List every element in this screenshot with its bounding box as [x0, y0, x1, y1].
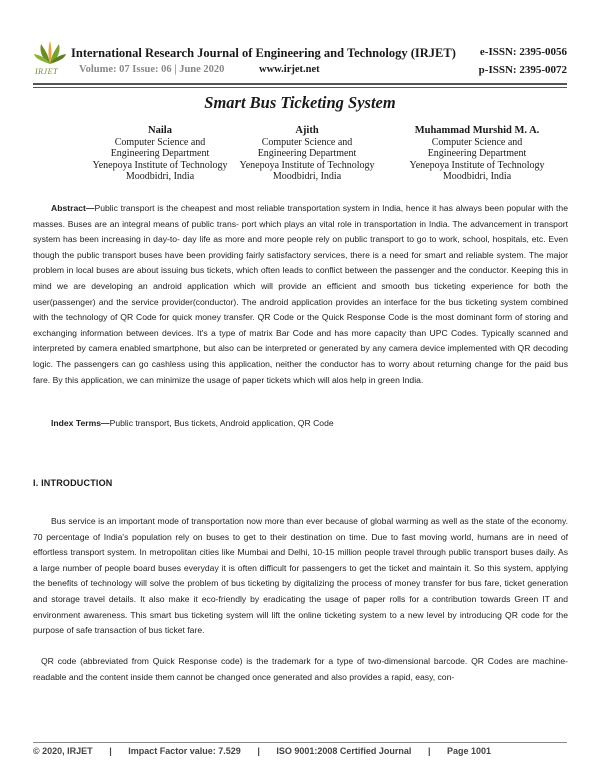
section-heading: I. INTRODUCTION — [33, 478, 113, 488]
author-block — [392, 125, 562, 183]
author-institution: Yenepoya Institute of Technology — [409, 159, 545, 171]
abstract-label: Abstract— — [51, 203, 95, 213]
header-rule-thin — [33, 87, 567, 88]
author-block — [75, 125, 245, 183]
paper-title: Smart Bus Ticketing System — [204, 93, 396, 112]
logo-text: IRJET — [35, 67, 58, 76]
footer-copyright: © 2020, IRJET — [33, 746, 93, 756]
author-location: Moodbidri, India — [125, 171, 195, 182]
author-name: Ajith — [295, 125, 319, 136]
index-terms-text: Public transport, Bus tickets, Android application, QR Code — [109, 418, 334, 428]
footer-separator: | — [257, 746, 260, 756]
e-issn: e-ISSN: 2395-0056 — [479, 46, 567, 58]
body-paragraph: Bus service is an important mode of transportation now more than ever because of global warming as well as the state of the economy. 70 percentage of India's population rely on buses to get to their destination on time. Due to fast moving world, humans are in need of effortless transport system. In metropolitan cities like Mumbai and Delhi, 10-15 million people travel through public transport buses daily. As a large number of people board buses everyday it is often difficult for passengers to get the ticket and maintain it. So this system, applying the benefits of technology will solve the problem of bus ticketing by digitalizing the process of money transfer for bus fare, ticket generation and storage travel details. It also make it eco-friendly by eradicating the usage of paper rolls for a contribution towards Green IT and environment awareness. This smart bus ticketing system will lift the online ticketing system to a new level by introducing QR code for the purpose of safe transaction of bus ticket fare. — [33, 516, 568, 636]
author-institution: Yenepoya Institute of Technology — [239, 159, 375, 171]
author-name: Muhammad Murshid M. A. — [414, 125, 540, 136]
website-link[interactable]: www.irjet.net — [259, 64, 320, 75]
author-dept: Engineering Department — [427, 148, 527, 159]
index-terms-label: Index Terms— — [51, 418, 110, 428]
volume-issue: Volume: 07 Issue: 06 | June 2020 — [79, 64, 225, 75]
journal-header — [33, 40, 567, 80]
header-rule — [33, 83, 567, 85]
p-issn: p-ISSN: 2395-0072 — [478, 64, 567, 76]
author-dept: Engineering Department — [257, 148, 357, 159]
author-location: Moodbidri, India — [442, 171, 512, 182]
footer-separator: | — [109, 746, 112, 756]
author-block — [222, 125, 392, 183]
index-terms — [51, 416, 566, 432]
author-location: Moodbidri, India — [272, 171, 342, 182]
footer-iso: ISO 9001:2008 Certified Journal — [276, 746, 412, 756]
journal-title: International Research Journal of Engineering and Technology (IRJET) — [71, 46, 456, 60]
author-dept: Computer Science and — [114, 136, 206, 148]
page-footer — [33, 746, 567, 756]
footer-page-number: Page 1001 — [446, 746, 492, 756]
footer-impact-factor: Impact Factor value: 7.529 — [128, 746, 241, 756]
author-dept: Computer Science and — [261, 136, 353, 148]
author-institution: Yenepoya Institute of Technology — [92, 159, 228, 171]
body-paragraph: QR code (abbreviated from Quick Response code) is the trademark for a type of two-dimensional barcode. QR Codes are machine-readable and the content inside them cannot be changed once generated and also provides a rapid, easy, con- — [33, 656, 568, 682]
abstract — [33, 201, 568, 388]
author-name: Naila — [148, 125, 172, 136]
author-dept: Computer Science and — [431, 136, 523, 148]
author-dept: Engineering Department — [110, 148, 210, 159]
footer-separator: | — [427, 746, 431, 756]
footer-rule — [33, 742, 567, 743]
abstract-text: Public transport is the cheapest and most reliable transportation system in India, hence it has always been popular with the masses. Buses are an integral means of public trans- port which plays an vital role in transportation in India. The advancement in transport system has been increasing in day-to- day life as more and more people rely on public transport to go to work, school, hospitals, etc. Even though the public transport buses have been providing fairly satisfactory services, there is a need for smart and reliable system. The major problem in local buses are about issuing bus tickets, which often leads to conflict between the passenger and the conductor. Keeping this in mind we are developing an android application which will provide an efficient and smooth bus ticketing experience for both the user(passenger) and the service provider(conductor). The android application provides an interface for the bus ticketing system combined with the technology of QR Code for quick money transfer. QR Code or the Quick Response Code is the most dominant form of storing and exchanging information between devices. It's a type of matrix Bar Code and has more capacity than UPC Codes. Typically scanned and interpreted by camera enabled smartphone, but also can be interpreted or generated by any camera device implemented with QR decoding logic. The passengers can go cashless using this application, neither the conductor has to worry about returning change for the paid bus fare. By this application, we can minimize the usage of paper tickets which will alos help in green India. — [33, 203, 568, 385]
